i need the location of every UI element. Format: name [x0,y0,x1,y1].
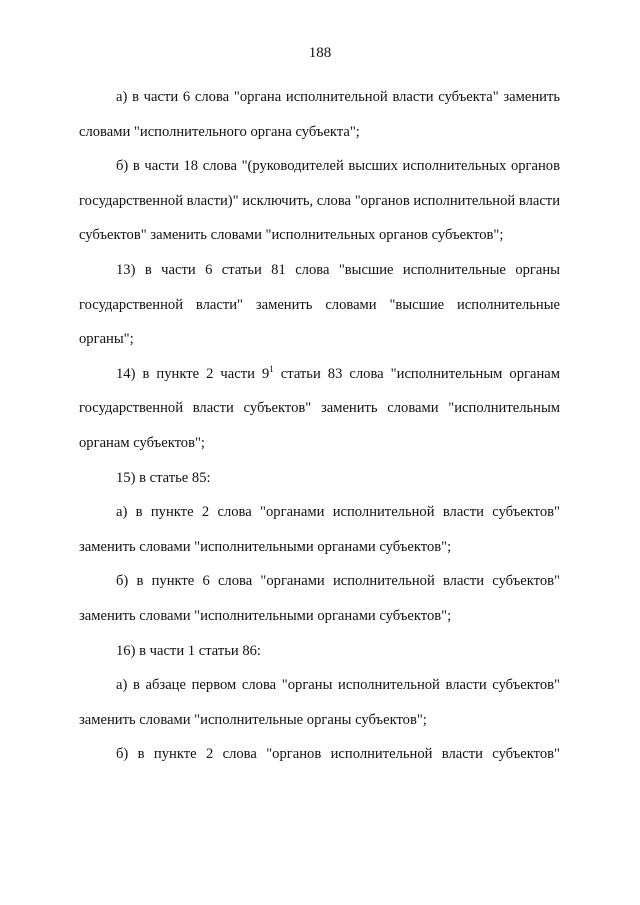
document-body [79,80,560,772]
paragraph-3: 13) в части 6 статьи 81 слова "высшие исполнительные органы государственной власти" заменить словами "высшие исполнительные органы"; [79,261,560,348]
paragraph-8: 16) в части 1 статьи 86: [116,642,261,659]
paragraph-4-superscript: 1 [269,363,274,374]
paragraph-6: а) в пункте 2 слова "органами исполнительной власти субъектов" заменить словами "исполнительными органами субъектов"; [79,504,560,555]
paragraph-2: б) в части 18 слова "(руководителей высших исполнительных органов государственной власти)" исключить, слова "органов исполнительной власти субъектов" заменить словами "исполнительных органов субъектов"; [79,158,560,244]
paragraph-4-text-start: 14) в пункте 2 части 9 [116,365,270,382]
paragraph-1: а) в части 6 слова "органа исполнительной власти субъекта" заменить словами "исполнительного органа субъекта"; [79,89,560,140]
paragraph-4-text-end: статьи 83 слова "исполнительным органам государственной власти субъектов" заменить словами "исполнительным органам субъектов"; [79,365,560,451]
paragraph-5: 15) в статье 85: [116,469,211,486]
page-number: 188 [308,45,332,61]
paragraph-4 [79,357,560,461]
paragraph-10: б) в пункте 2 слова "органов исполнительной власти субъектов" [116,746,560,763]
paragraph-7: б) в пункте 6 слова "органами исполнительной власти субъектов" заменить словами "исполнительными органами субъектов"; [79,573,560,624]
paragraph-9: а) в абзаце первом слова "органы исполнительной власти субъектов" заменить словами "исполнительные органы субъектов"; [79,677,560,728]
